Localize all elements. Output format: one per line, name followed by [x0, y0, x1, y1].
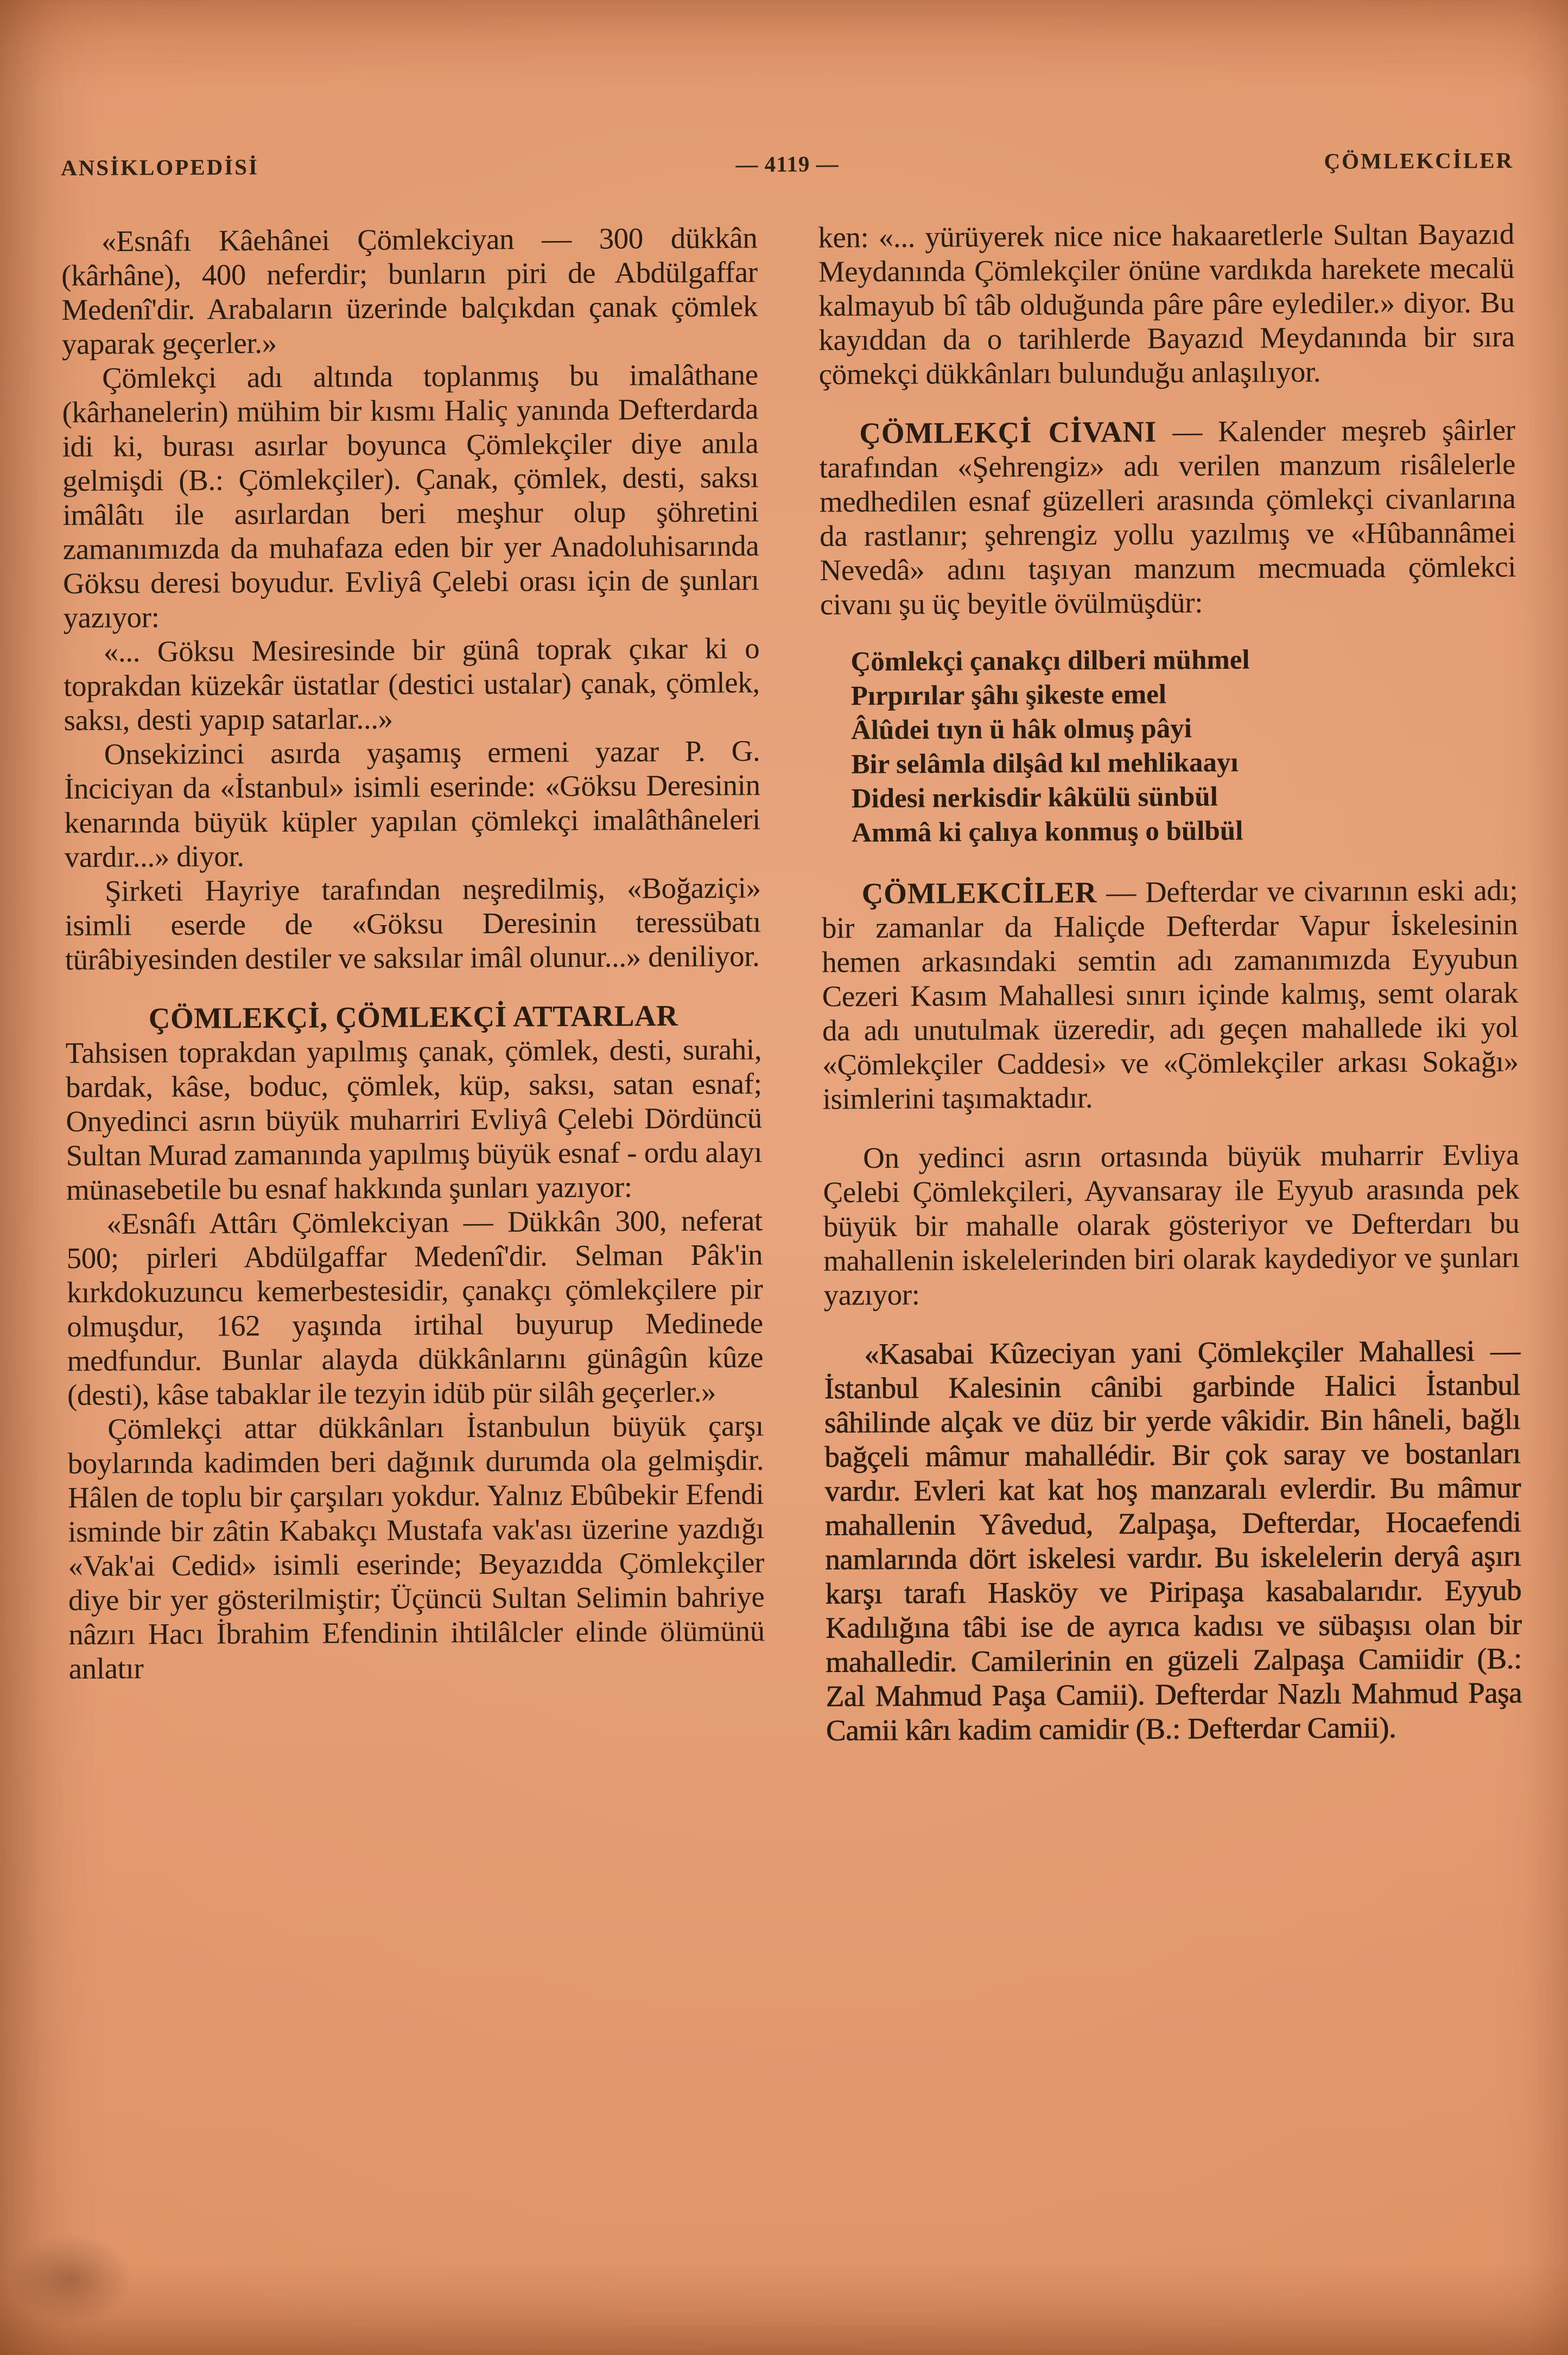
- page-header: [61, 147, 1514, 181]
- right-column: [818, 217, 1522, 1748]
- poem-line: Pırpırılar şâhı şikeste emel: [850, 679, 1167, 712]
- paragraph: Şirketi Hayriye tarafından neşredilmiş, «Boğaziçi» isimli eserde de «Göksu Deresinin teressübatı türâbiyesinden destiler ve saksılar imâl olunur...» deniliyor.: [65, 871, 761, 976]
- poem-line: Bir selâmla dilşâd kıl mehlikaayı: [851, 747, 1239, 780]
- header-right-title: ÇÖMLEKCİLER: [1324, 147, 1514, 174]
- header-left-title: ANSİKLOPEDİSİ: [61, 154, 259, 181]
- paragraph: «Kasabai Kûzeciyan yani Çömlekçiler Mahallesi — İstanbul Kalesinin cânibi garbinde Halici İstanbul sâhilinde alçak ve düz bir yerde vâkidir. Bin hâneli, bağlı bağçeli mâmur mahallédir. Bir çok saray ve bostanları vardır. Evleri kat kat hoş manzaralı evlerdir. Bu mâmur mahallenin Yâvedud, Zalpaşa, Defterdar, Hocaefendi namlarında dört iskelesi vardır. Bu iskelelerin deryâ aşırı karşı tarafı Hasköy ve Piripaşa kasabalarıdır. Eyyub Kadılığına tâbi ise de ayrıca kadısı ve sübaşısı olan bir mahalledir. Camilerinin en güzeli Zalpaşa Camiidir (B.: Zal Mahmud Paşa Camii). Defterdar Nazlı Mahmud Paşa Camii kârı kadim camidir (B.: Defterdar Camii).: [824, 1333, 1522, 1747]
- left-column: [61, 220, 765, 1751]
- paragraph: «... Göksu Mesiresinde bir günâ toprak çıkar ki o toprakdan küzekâr üstatlar (destici ustalar) çanak, çömlek, saksı, desti yapıp satarlar...»: [63, 631, 760, 737]
- paragraph: ken: «... yürüyerek nice nice hakaaretlerle Sultan Bayazıd Meydanında Çömlekçiler önüne vardıkda harekete mecalü kalmayub bî tâb olduğunda pâre pâre eylediler.» diyor. Bu kayıddan da o tarihlerde Bayazıd Meydanında bir sıra çömekçi dükkânları bulunduğu anlaşılıyor.: [818, 217, 1515, 391]
- poem-line: Ammâ ki çalıya konmuş o bülbül: [851, 815, 1243, 849]
- page-content: [61, 147, 1522, 1751]
- section-heading: ÇÖMLEKÇİ, ÇÖMLEKÇİ ATTARLAR: [148, 999, 678, 1035]
- paragraph: Çömlekçi adı altında toplanmış bu imalâthane (kârhanelerin) mühim bir kısmı Haliç yanında Defterdarda idi ki, burası asırlar boyunca Çömlekçiler diye anıla gelmişdi (B.: Çömlekçiler). Çanak, çömlek, desti, saksı imâlâtı ile asırlardan beri meşhur olup şöhretini zamanımızda da muhafaza eden bir yer Anadoluhisarında Göksu deresi boyudur. Evliyâ Çelebi orası için de şunları yazıyor:: [62, 358, 759, 634]
- entry-title: ÇÖMLEKÇİ CİVANI: [859, 415, 1157, 450]
- scan-smudge: [0, 2219, 152, 2339]
- paragraph: «Esnâfı Kâehânei Çömlekciyan — 300 dükkân (kârhâne), 400 neferdir; bunların piri de Abdülgaffar Medenî'dir. Arabaların üzerinde balçıkdan çanak çömlek yaparak geçerler.»: [61, 221, 758, 361]
- entry-paragraph: ÇÖMLEKCİLER — Defterdar ve civarının eski adı; bir zamanlar da Haliçde Defterdar Vapur İskelesinin hemen arkasındaki semtin adı zamanımızda Eyyubun Cezeri Kasım Mahallesi sınırı içinde kalmış, semt olarak da adı unutulmak üzeredir, adı geçen mahallede iki yol «Çömlekçiler Caddesi» ve «Çömlekçiler arkası Sokağı» isimlerini taşımaktadır.: [821, 873, 1519, 1116]
- entry-title: ÇÖMLEKCİLER: [861, 876, 1097, 910]
- text-columns: [61, 217, 1522, 1751]
- page-number: — 4119 —: [735, 151, 839, 177]
- entry-paragraph: ÇÖMLEKÇİ CİVANI — Kalender meşreb şâirler tarafından «Şehrengiz» adı verilen manzum risâlelerle medhedilen esnaf güzelleri arasında çömlekçi civanlarına da rastlanır; şehrengiz yollu yazılmış ve «Hûbannâmei Nevedâ» adını taşıyan manzum mecmuada çömlekci civanı şu üç beyitle övülmüşdür:: [819, 413, 1516, 621]
- paragraph: Çömlekçi attar dükkânları İstanbulun büyük çarşı boylarında kadimden beri dağınık durumda ola gelmişdir. Hâlen de toplu bir çarşıları yokdur. Yalnız Ebûbekir Efendi isminde bir zâtin Kabakçı Mustafa vak'ası üzerine yazdığı «Vak'ai Cedid» isimli eserinde; Beyazıdda Çömlekçiler diye bir yer gösterilmiştir; Üçüncü Sultan Selimin bahriye nâzırı Hacı İbrahim Efendinin ihtilâlcler elinde ölümünü anlatır: [67, 1409, 765, 1685]
- poem-line: Çömlekçi çanakçı dilberi mühmel: [850, 644, 1250, 678]
- paragraph: On yedinci asrın ortasında büyük muharrir Evliya Çelebi Çömlekçileri, Ayvansaray ile Eyyub arasında pek büyük bir mahalle olarak gösteriyor ve Defterdarı bu mahallenin iskelelerinden biri olarak kaydediyor ve şunları yazıyor:: [823, 1137, 1520, 1312]
- poem-line: Âlûdei tıyn ü hâk olmuş pâyi: [850, 713, 1192, 746]
- poem-line: Didesi nerkisdir kâkülü sünbül: [851, 781, 1218, 814]
- paragraph: Tahsisen toprakdan yapılmış çanak, çömlek, desti, surahi, bardak, kâse, boduc, çömlek, küp, saksı, satan esnaf; Onyedinci asrın büyük muharriri Evliyâ Çelebi Dördüncü Sultan Murad zamanında yapılmış büyük esnaf - ordu alayı münasebetile bu esnaf hakkında şunları yazıyor:: [65, 1033, 763, 1206]
- paragraph: «Esnâfı Attârı Çömlekciyan — Dükkân 300, neferat 500; pirleri Abdülgaffar Medenî'dir. Selman Pâk'in kırkdokuzuncu kemerbestesidir, çanakçı çömlekçilere pir olmuşdur, 162 yaşında irtihal buyurup Medinede medfundur. Bunlar alayda dükkânlarını günâgûn kûze (desti), kâse tabaklar ile tezyin idüb pür silâh geçerler.»: [66, 1204, 764, 1411]
- paragraph: Onsekizinci asırda yaşamış ermeni yazar P. G. İnciciyan da «İstanbul» isimli eserinde: «Göksu Deresinin kenarında büyük küpler yapılan çömlekçi imalâthâneleri vardır...» diyor.: [64, 734, 761, 873]
- poem: [850, 642, 1517, 850]
